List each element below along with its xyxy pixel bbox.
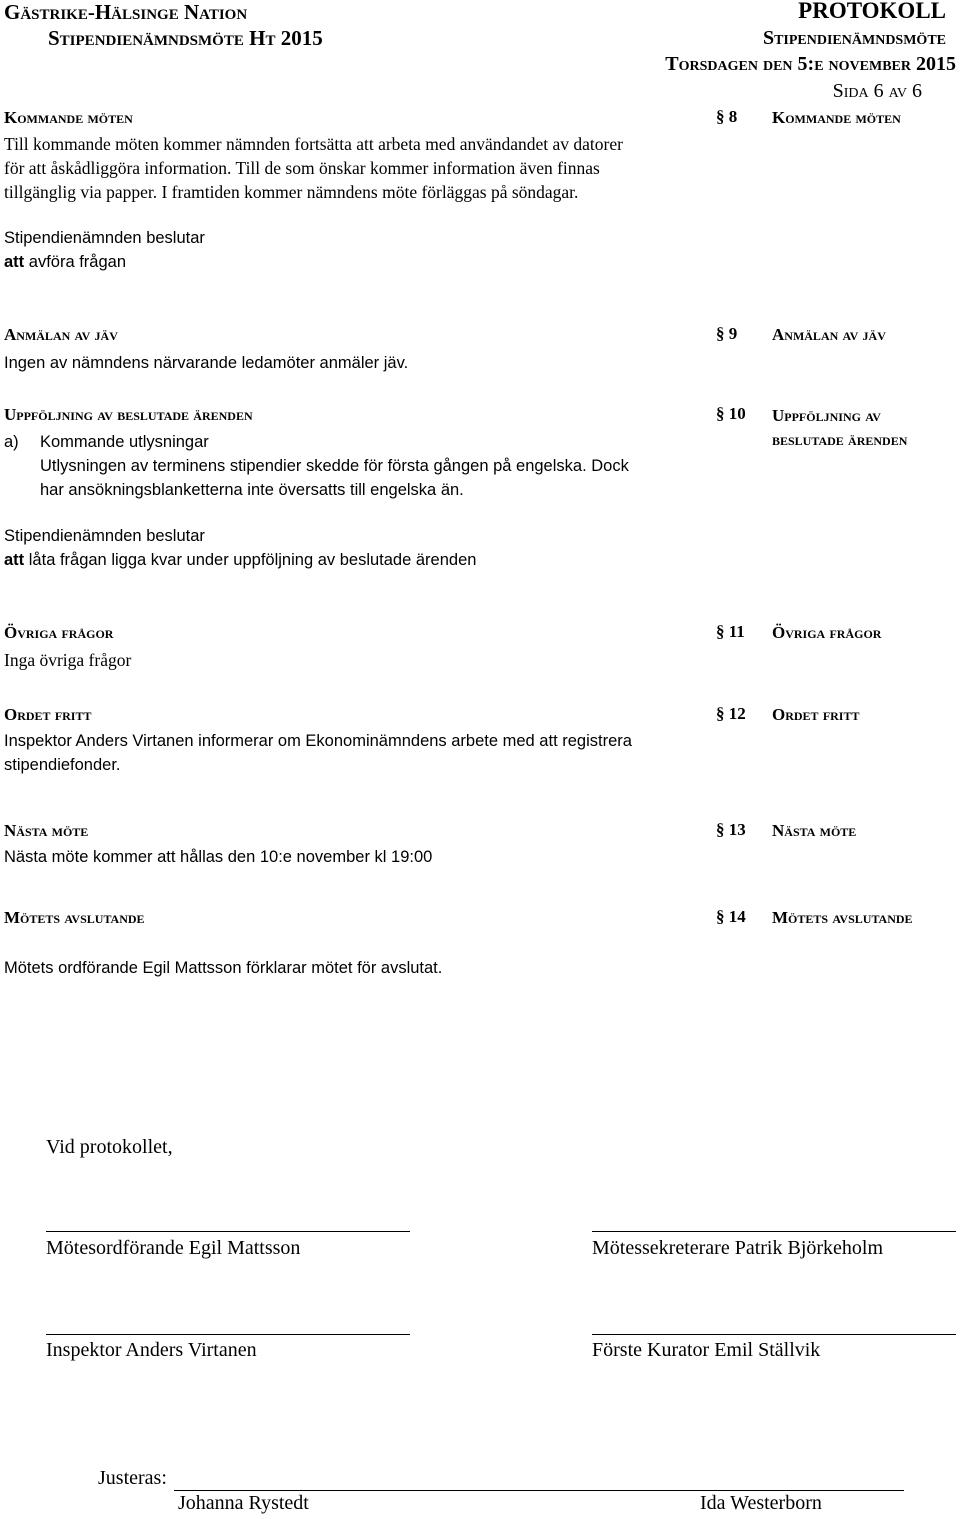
- section-title: Nästa möte: [4, 821, 89, 840]
- org-name: Gästrike-Hälsinge Nation: [4, 0, 248, 24]
- section-title: Ordet fritt: [4, 705, 92, 724]
- section-number: § 11: [716, 622, 745, 641]
- signature-line: [46, 1334, 410, 1335]
- signatory-name: Inspektor Anders Virtanen: [46, 1339, 257, 1361]
- item-label: a): [4, 433, 19, 451]
- section-side-title: Anmälan av jäv: [772, 325, 886, 344]
- section-side-title: Uppföljning av: [772, 406, 881, 425]
- signatory-name: Förste Kurator Emil Ställvik: [592, 1339, 821, 1361]
- section-title: Kommande möten: [4, 108, 133, 127]
- section-side-title: beslutade ärenden: [772, 430, 908, 449]
- section-side-title: Övriga frågor: [772, 623, 882, 642]
- signature-line: [46, 1231, 410, 1232]
- section-text-line: Nästa möte kommer att hållas den 10:e november kl 19:00: [4, 848, 433, 866]
- justerare-name: Johanna Rystedt: [178, 1492, 309, 1514]
- signature-line: [592, 1231, 956, 1232]
- decision-att: att: [4, 253, 25, 271]
- section-number: § 13: [716, 820, 746, 839]
- page-number: Sida 6 av 6: [832, 80, 922, 102]
- decision-line: [4, 551, 476, 570]
- section-text-line: stipendiefonder.: [4, 756, 121, 774]
- doc-subtitle: Stipendienämndsmöte: [762, 27, 946, 49]
- item-text-line: Utlysningen av terminens stipendier skedde för första gången på engelska. Dock: [40, 457, 629, 475]
- item-title: Kommande utlysningar: [40, 433, 209, 451]
- section-number: § 9: [716, 324, 738, 343]
- section-text-line: för att åskådliggöra information. Till de som önskar kommer information även finnas: [4, 158, 600, 178]
- meeting-date: Torsdagen den 5:e november 2015: [665, 53, 956, 75]
- section-number: § 14: [716, 907, 746, 926]
- item-text-line: har ansökningsblanketterna inte översatts till engelska än.: [40, 481, 464, 499]
- decision-att: att: [4, 551, 25, 569]
- decision-line: [4, 253, 126, 272]
- section-title: Övriga frågor: [4, 623, 114, 642]
- signatory-name: Mötessekreterare Patrik Björkeholm: [592, 1237, 884, 1259]
- section-number: § 8: [716, 107, 738, 126]
- decision-intro: Stipendienämnden beslutar: [4, 229, 205, 247]
- section-text-line: Inspektor Anders Virtanen informerar om Ekonominämndens arbete med att registrera: [4, 732, 632, 750]
- justeras-label: Justeras:: [98, 1467, 167, 1489]
- decision-intro: Stipendienämnden beslutar: [4, 527, 205, 545]
- justerare-name: Ida Westerborn: [700, 1492, 822, 1514]
- section-title: Mötets avslutande: [4, 908, 145, 927]
- doc-type: PROTOKOLL: [798, 0, 946, 23]
- meeting-name: Stipendienämndsmöte Ht 2015: [48, 26, 323, 50]
- section-number: § 12: [716, 704, 746, 723]
- section-side-title: Ordet fritt: [772, 705, 860, 724]
- section-number: § 10: [716, 404, 746, 423]
- justeras-line: [174, 1490, 904, 1491]
- section-text-line: Till kommande möten kommer nämnden fortsätta att arbeta med användandet av datorer: [4, 134, 623, 154]
- decision-text: låta frågan ligga kvar under uppföljning av beslutade ärenden: [28, 551, 477, 569]
- decision-text: avföra frågan: [28, 253, 126, 271]
- section-title: Uppföljning av beslutade ärenden: [4, 405, 253, 424]
- section-side-title: Mötets avslutande: [772, 908, 913, 927]
- signature-line: [592, 1334, 956, 1335]
- section-text-line: Mötets ordförande Egil Mattsson förklarar mötet för avslutat.: [4, 959, 443, 977]
- signatory-name: Mötesordförande Egil Mattsson: [46, 1237, 301, 1259]
- section-text-line: Inga övriga frågor: [4, 650, 132, 670]
- section-side-title: Nästa möte: [772, 821, 857, 840]
- signature-intro: Vid protokollet,: [46, 1136, 173, 1158]
- section-text-line: tillgänglig via papper. I framtiden kommer nämndens möte förläggas på söndagar.: [4, 182, 579, 202]
- section-title: Anmälan av jäv: [4, 325, 118, 344]
- section-side-title: Kommande möten: [772, 108, 901, 127]
- section-text-line: Ingen av nämndens närvarande ledamöter anmäler jäv.: [4, 354, 409, 372]
